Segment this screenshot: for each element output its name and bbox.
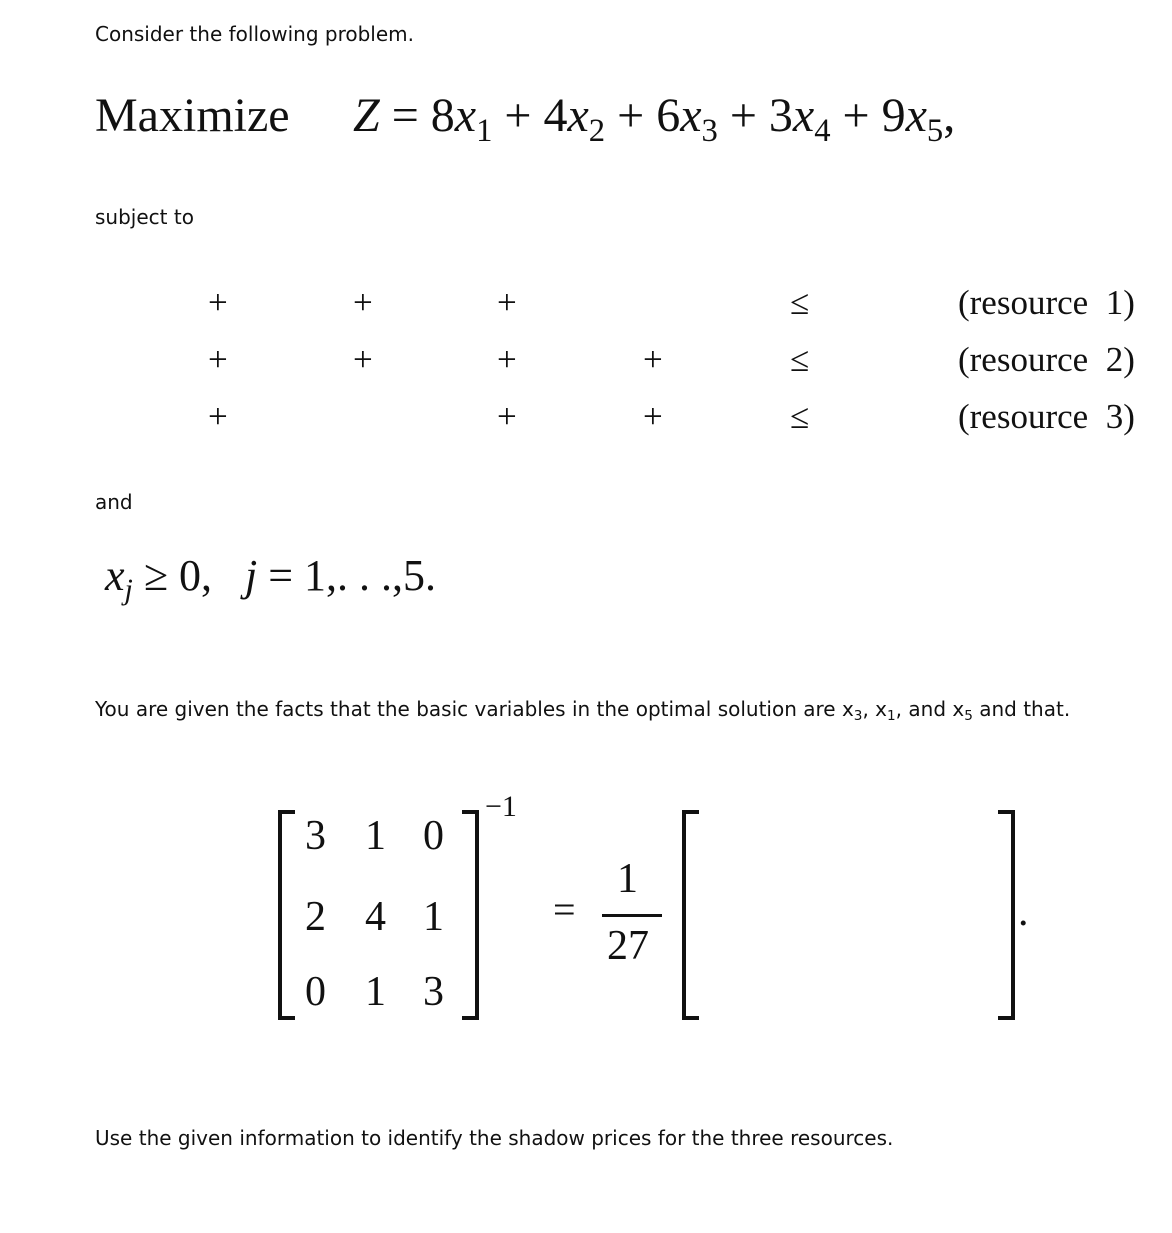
- nonneg-var: x: [105, 551, 125, 600]
- facts-sub-c: 5: [964, 708, 973, 725]
- constraint-3-plus-1: +: [208, 397, 228, 436]
- facts-sep-1: , x: [862, 697, 888, 721]
- objective-var-1: x: [454, 89, 477, 142]
- basis-cell-2-3: 1: [423, 894, 444, 940]
- objective-function: Maximize $Z = 8x_1 + 4x_2 + 6x_3 + 3x_4 + 9x_5$,: [95, 89, 956, 149]
- objective-lhs: Z: [353, 89, 380, 142]
- constraint-1-label: (resource 1): [958, 283, 1135, 322]
- inverse-exponent: −1: [485, 790, 517, 823]
- right-matrix-open-bracket: [680, 810, 702, 1022]
- constraint-2-plus-2: +: [353, 340, 373, 379]
- maximize-keyword: Maximize: [95, 89, 290, 142]
- left-matrix-open-bracket: [276, 810, 298, 1022]
- objective-coef-4: 3: [768, 89, 793, 142]
- basis-cell-2-2: 4: [365, 894, 386, 940]
- and-label: and: [95, 490, 133, 514]
- objective-var-5: x: [905, 89, 927, 142]
- fraction-bar: [602, 914, 662, 917]
- intro-text: Consider the following problem.: [95, 22, 414, 46]
- objective-var-3: x: [680, 89, 702, 142]
- constraint-3-label: (resource 3): [958, 397, 1135, 436]
- facts-sep-2: , and x: [895, 697, 965, 721]
- given-facts-text: [95, 697, 1071, 725]
- basis-cell-3-1: 0: [305, 969, 326, 1015]
- constraint-3-plus-3: +: [497, 397, 517, 436]
- facts-part-2: and that.: [972, 697, 1071, 721]
- constraint-3-plus-4: +: [643, 397, 663, 436]
- facts-sub-b: 1: [887, 708, 896, 725]
- facts-part-1: You are given the facts that the basic variables in the optimal solution are x: [95, 697, 854, 721]
- objective-coef-3: 6: [656, 89, 681, 142]
- objective-coef-5: 9: [881, 89, 906, 142]
- facts-sub-a: 3: [853, 708, 863, 725]
- basis-cell-3-3: 3: [423, 969, 444, 1015]
- objective-coef-1: 8: [430, 89, 455, 142]
- basis-cell-1-1: 3: [305, 813, 326, 859]
- scalar-numerator: 1: [617, 856, 638, 902]
- matrix-terminal-period: .: [1018, 889, 1029, 935]
- question-text: Use the given information to identify the shadow prices for the three resources.: [95, 1126, 894, 1150]
- constraint-2-plus-1: +: [208, 340, 228, 379]
- subject-to-label: subject to: [95, 205, 194, 229]
- nonneg-sub: j: [124, 572, 133, 606]
- right-matrix-close-bracket: [995, 810, 1017, 1022]
- basis-cell-1-3: 0: [423, 813, 444, 859]
- equals-sign: =: [553, 887, 576, 932]
- basis-cell-3-2: 1: [365, 969, 386, 1015]
- objective-var-2: x: [567, 89, 589, 142]
- constraint-2-plus-4: +: [643, 340, 663, 379]
- nonneg-relation: ≥ 0,: [143, 551, 212, 600]
- constraint-1-plus-2: +: [353, 283, 373, 322]
- constraint-1-plus-1: +: [208, 283, 228, 322]
- constraint-2-relation: ≤: [790, 340, 810, 379]
- objective-coef-2: 4: [543, 89, 568, 142]
- constraint-1-relation: ≤: [790, 283, 810, 322]
- constraint-2-label: (resource 2): [958, 340, 1135, 379]
- nonneg-index: j: [245, 551, 258, 600]
- objective-var-4: x: [792, 89, 815, 142]
- constraint-2-plus-3: +: [497, 340, 517, 379]
- nonneg-range: = 1,. . .,5.: [268, 551, 437, 600]
- basis-cell-1-2: 1: [365, 813, 386, 859]
- basis-cell-2-1: 2: [305, 894, 326, 940]
- scalar-denominator: 27: [607, 923, 649, 969]
- left-matrix-close-bracket: [459, 810, 481, 1022]
- constraint-3-relation: ≤: [790, 397, 810, 436]
- constraint-1-plus-3: +: [497, 283, 517, 322]
- nonnegativity-condition: [105, 550, 437, 606]
